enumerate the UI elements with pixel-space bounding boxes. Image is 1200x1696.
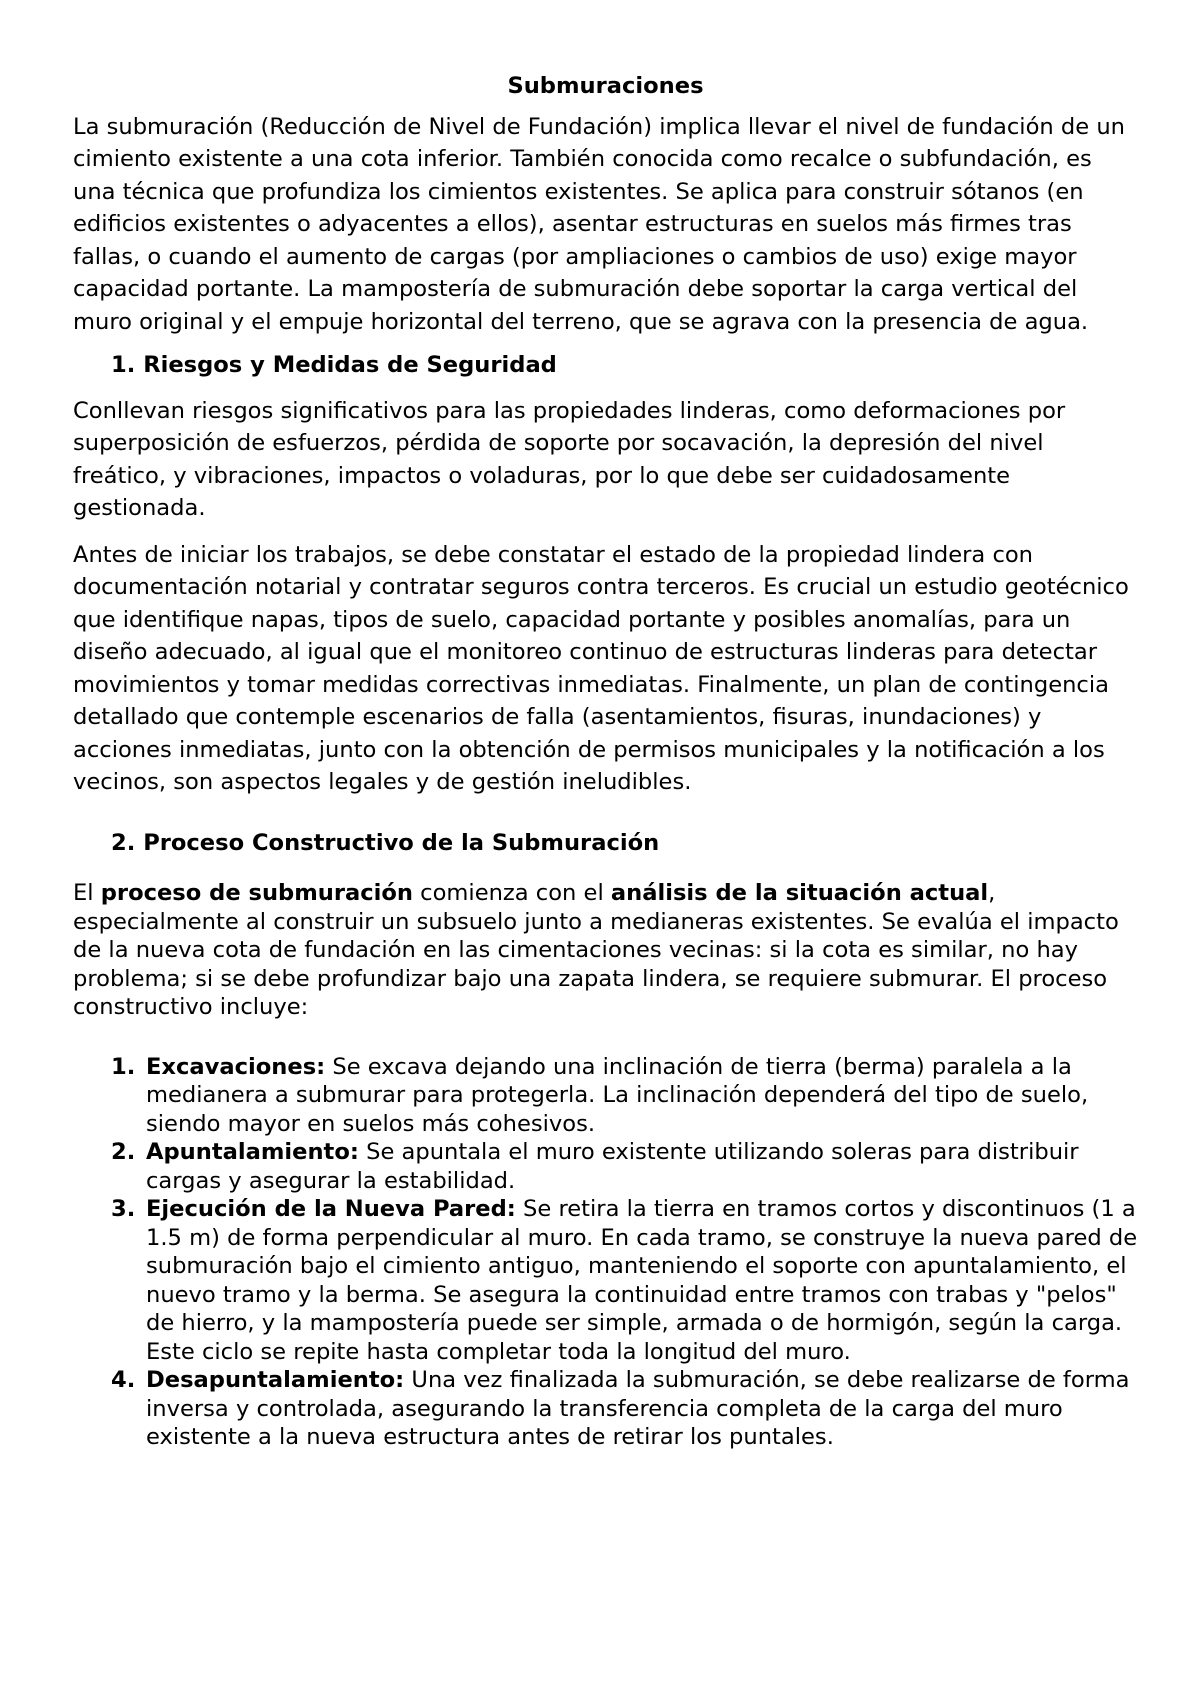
- section-title: Proceso Constructivo de la Submuración: [143, 829, 660, 856]
- section-heading-risks: [111, 349, 1138, 382]
- list-item-number: 4.: [111, 1367, 136, 1393]
- list-item-text: Se apuntala el muro existente utilizando soleras para distribuir cargas y asegurar la estabilidad.: [146, 1139, 1079, 1194]
- list-item-number: 1.: [111, 1053, 136, 1080]
- document-title: Submuraciones: [507, 73, 704, 99]
- list-item-text: Se retira la tierra en tramos cortos y discontinuos (1 a 1.5 m) de forma perpendicular al muro. En cada tramo, se construye la nueva pared de submuración bajo el cimiento antiguo, manteniendo el soporte con apuntalamiento, el nuevo tramo y la berma. Se asegura la continuidad entre tramos con trabas y "pelos" de hierro, y la mampostería puede ser simple, armada o de hormigón, según la carga. Este ciclo se repite hasta completar toda la longitud del muro.: [146, 1196, 1138, 1365]
- section-heading-process: [111, 827, 1138, 860]
- list-item-number: 3.: [111, 1196, 136, 1222]
- list-item-label: Excavaciones:: [146, 1053, 326, 1080]
- intro-paragraph: La submuración (Reducción de Nivel de Fundación) implica llevar el nivel de fundación de un cimiento existente a una cota inferior. También conocida como recalce o subfundación, es una técnica que profundiza los cimientos existentes. Se aplica para construir sótanos (en edificios existentes o adyacentes a ellos), asentar estructuras en suelos más firmes tras fallas, o cuando el aumento de cargas (por ampliaciones o cambios de uso) exige mayor capacidad portante. La mampostería de submuración debe soportar la carga vertical del muro original y el empuje horizontal del terreno, que se agrava con la presencia de agua.: [73, 113, 1125, 335]
- process-steps-list: [73, 1053, 1138, 1452]
- process-intro-paragraph: [73, 879, 1138, 1022]
- list-item-label: Ejecución de la Nueva Pared:: [146, 1196, 516, 1222]
- bold-term: proceso de submuración: [100, 880, 413, 906]
- list-item: [73, 1366, 1138, 1452]
- document-body: [73, 70, 1138, 1452]
- section-number: 2.: [111, 829, 136, 856]
- list-item-label: Apuntalamiento:: [146, 1139, 359, 1165]
- list-item: [73, 1053, 1138, 1139]
- list-item: [73, 1195, 1138, 1366]
- safety-measures-paragraph: Antes de iniciar los trabajos, se debe constatar el estado de la propiedad lindera con documentación notarial y contratar seguros contra terceros. Es crucial un estudio geotécnico que identifique napas, tipos de suelo, capacidad portante y posibles anomalías, para un diseño adecuado, al igual que el monitoreo continuo de estructuras linderas para detectar movimientos y tomar medidas correctivas inmediatas. Finalmente, un plan de contingencia detallado que contemple escenarios de falla (asentamientos, fisuras, inundaciones) y acciones inmediatas, junto con la obtención de permisos municipales y la notificación a los vecinos, son aspectos legales y de gestión ineludibles.: [73, 541, 1129, 795]
- section-title: Riesgos y Medidas de Seguridad: [143, 352, 557, 378]
- list-item-label: Desapuntalamiento:: [146, 1367, 405, 1393]
- list-item: [73, 1138, 1138, 1195]
- bold-term: análisis de la situación actual: [610, 880, 989, 906]
- list-item-number: 2.: [111, 1139, 136, 1165]
- section-number: 1.: [111, 352, 136, 378]
- text-run: El: [73, 880, 101, 906]
- text-run: , especialmente al construir un subsuelo junto a medianeras existentes. Se evalúa el impacto de la nueva cota de fundación en las cimentaciones vecinas: si la cota es similar, no hay problema; si se debe profundizar bajo una zapata lindera, se requiere submurar. El proceso constructivo incluye:: [73, 880, 1119, 1020]
- risks-paragraph: Conllevan riesgos significativos para las propiedades linderas, como deformaciones por superposición de esfuerzos, pérdida de soporte por socavación, la depresión del nivel freático, y vibraciones, impactos o voladuras, por lo que debe ser cuidadosamente gestionada.: [73, 397, 1066, 521]
- text-run: comienza con el: [412, 880, 611, 906]
- list-item-text: Se excava dejando una inclinación de tierra (berma) paralela a la medianera a submurar para protegerla. La inclinación dependerá del tipo de suelo, siendo mayor en suelos más cohesivos.: [146, 1053, 1089, 1137]
- list-item-text: Una vez finalizada la submuración, se debe realizarse de forma inversa y controlada, asegurando la transferencia completa de la carga del muro existente a la nueva estructura antes de retirar los puntales.: [146, 1367, 1130, 1450]
